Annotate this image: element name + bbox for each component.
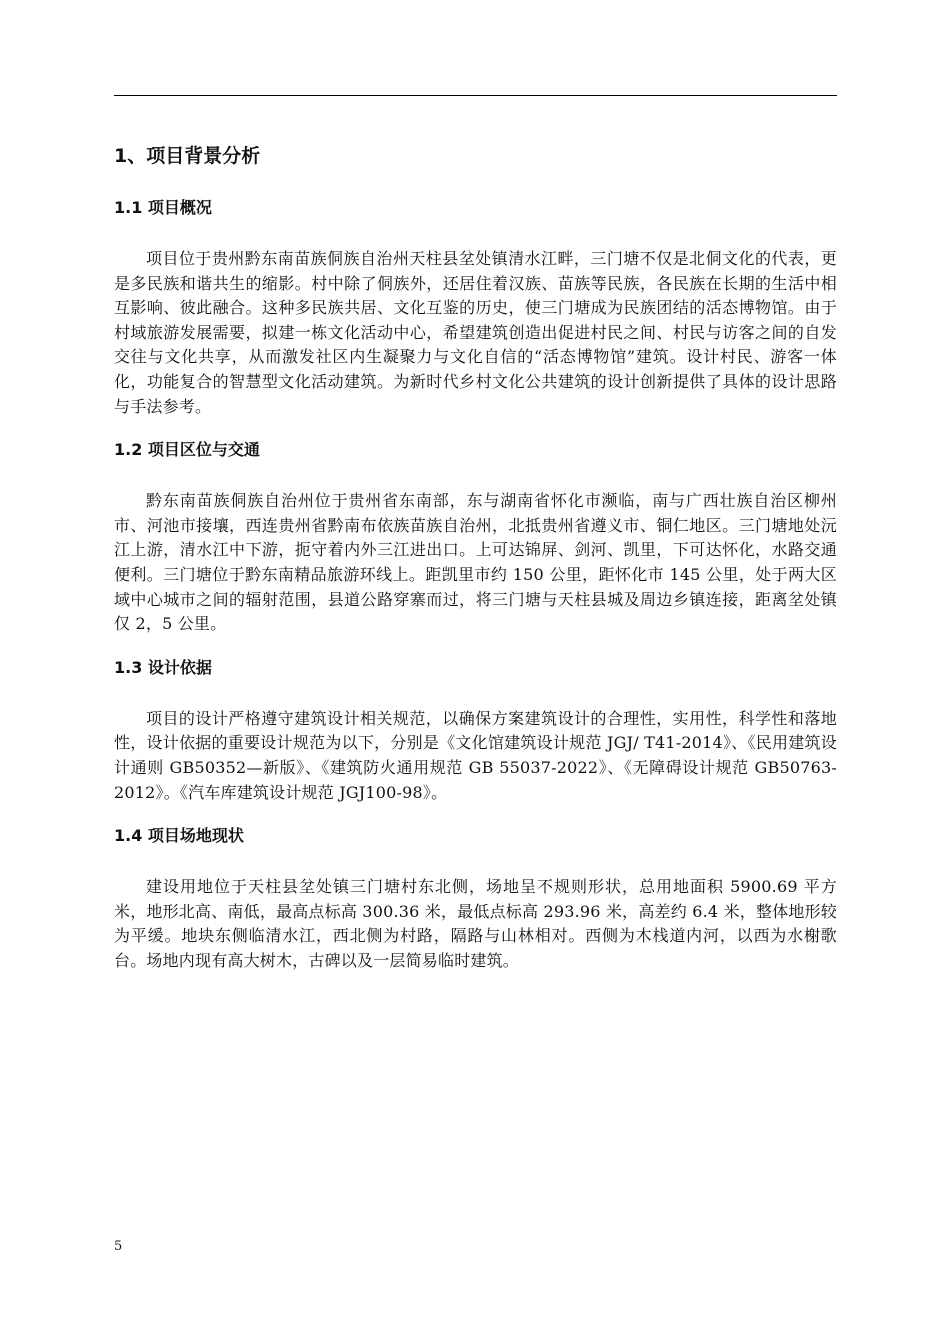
header-rule: [114, 95, 837, 96]
section-heading: 1.3 设计依据: [114, 657, 212, 677]
section-paragraph: 项目的设计严格遵守建筑设计相关规范，以确保方案建筑设计的合理性，实用性，科学性和落地性，设计依据的重要设计规范为以下，分别是《文化馆建筑设计规范 JGJ/ T41-2014》、《民用建筑设计通则 GB50352—新版》、《建筑防火通用规范 GB 55037-2022》、《无障碍设计规范 GB50763-2012》。《汽车库建筑设计规范 JGJ100-98》。: [114, 708, 837, 802]
section-paragraph: 建设用地位于天柱县坌处镇三门塘村东北侧，场地呈不规则形状，总用地面积 5900.69 平方米，地形北高、南低，最高点标高 300.36 米，最低点标高 293.96 米，高差约 6.4 米，整体地形较为平缓。地块东侧临清水江，西北侧为村路，隔路与山林相对。西侧为木栈道内河，以西为水榭歌台。场地内现有高大树木，古碑以及一层简易临时建筑。: [114, 877, 837, 970]
section-1-2: [114, 437, 837, 637]
section-1-1: [114, 195, 837, 419]
section-paragraph: 项目位于贵州黔东南苗族侗族自治州天柱县坌处镇清水江畔，三门塘不仅是北侗文化的代表，更是多民族和谐共生的缩影。村中除了侗族外，还居住着汉族、苗族等民族，各民族在长期的生活中相互影响、彼此融合。这种多民族共居、文化互鉴的历史，使三门塘成为民族团结的活态博物馆。由于村域旅游发展需要，拟建一栋文化活动中心，希望建筑创造出促进村民之间、村民与访客之间的自发交往与文化共享，从而激发社区内生凝聚力与文化自信的“活态博物馆”建筑。设计村民、游客一体化，功能复合的智慧型文化活动建筑。为新时代乡村文化公共建筑的设计创新提供了具体的设计思路与手法参考。: [114, 249, 837, 416]
section-heading: 1.1 项目概况: [114, 198, 212, 217]
page-number: 5: [114, 1239, 123, 1254]
chapter-heading: 1、项目背景分析: [114, 145, 261, 167]
section-1-4: [114, 823, 837, 973]
section-heading: 1.2 项目区位与交通: [114, 440, 260, 460]
section-heading: 1.4 项目场地现状: [114, 826, 244, 846]
document-body: [114, 140, 837, 991]
section-paragraph: 黔东南苗族侗族自治州位于贵州省东南部，东与湖南省怀化市濒临，南与广西壮族自治区柳州市、河池市接壤，西连贵州省黔南布依族苗族自治州，北抵贵州省遵义市、铜仁地区。三门塘地处沅江上游，清水江中下游，扼守着内外三江进出口。上可达锦屏、剑河、凯里，下可达怀化，水路交通便利。三门塘位于黔东南精品旅游环线上。距凯里市约 150 公里，距怀化市 145 公里，处于两大区域中心城市之间的辐射范围，县道公路穿寨而过，将三门塘与天柱县城及周边乡镇连接，距离坌处镇仅 2，5 公里。: [114, 491, 837, 634]
section-1-3: [114, 655, 837, 805]
